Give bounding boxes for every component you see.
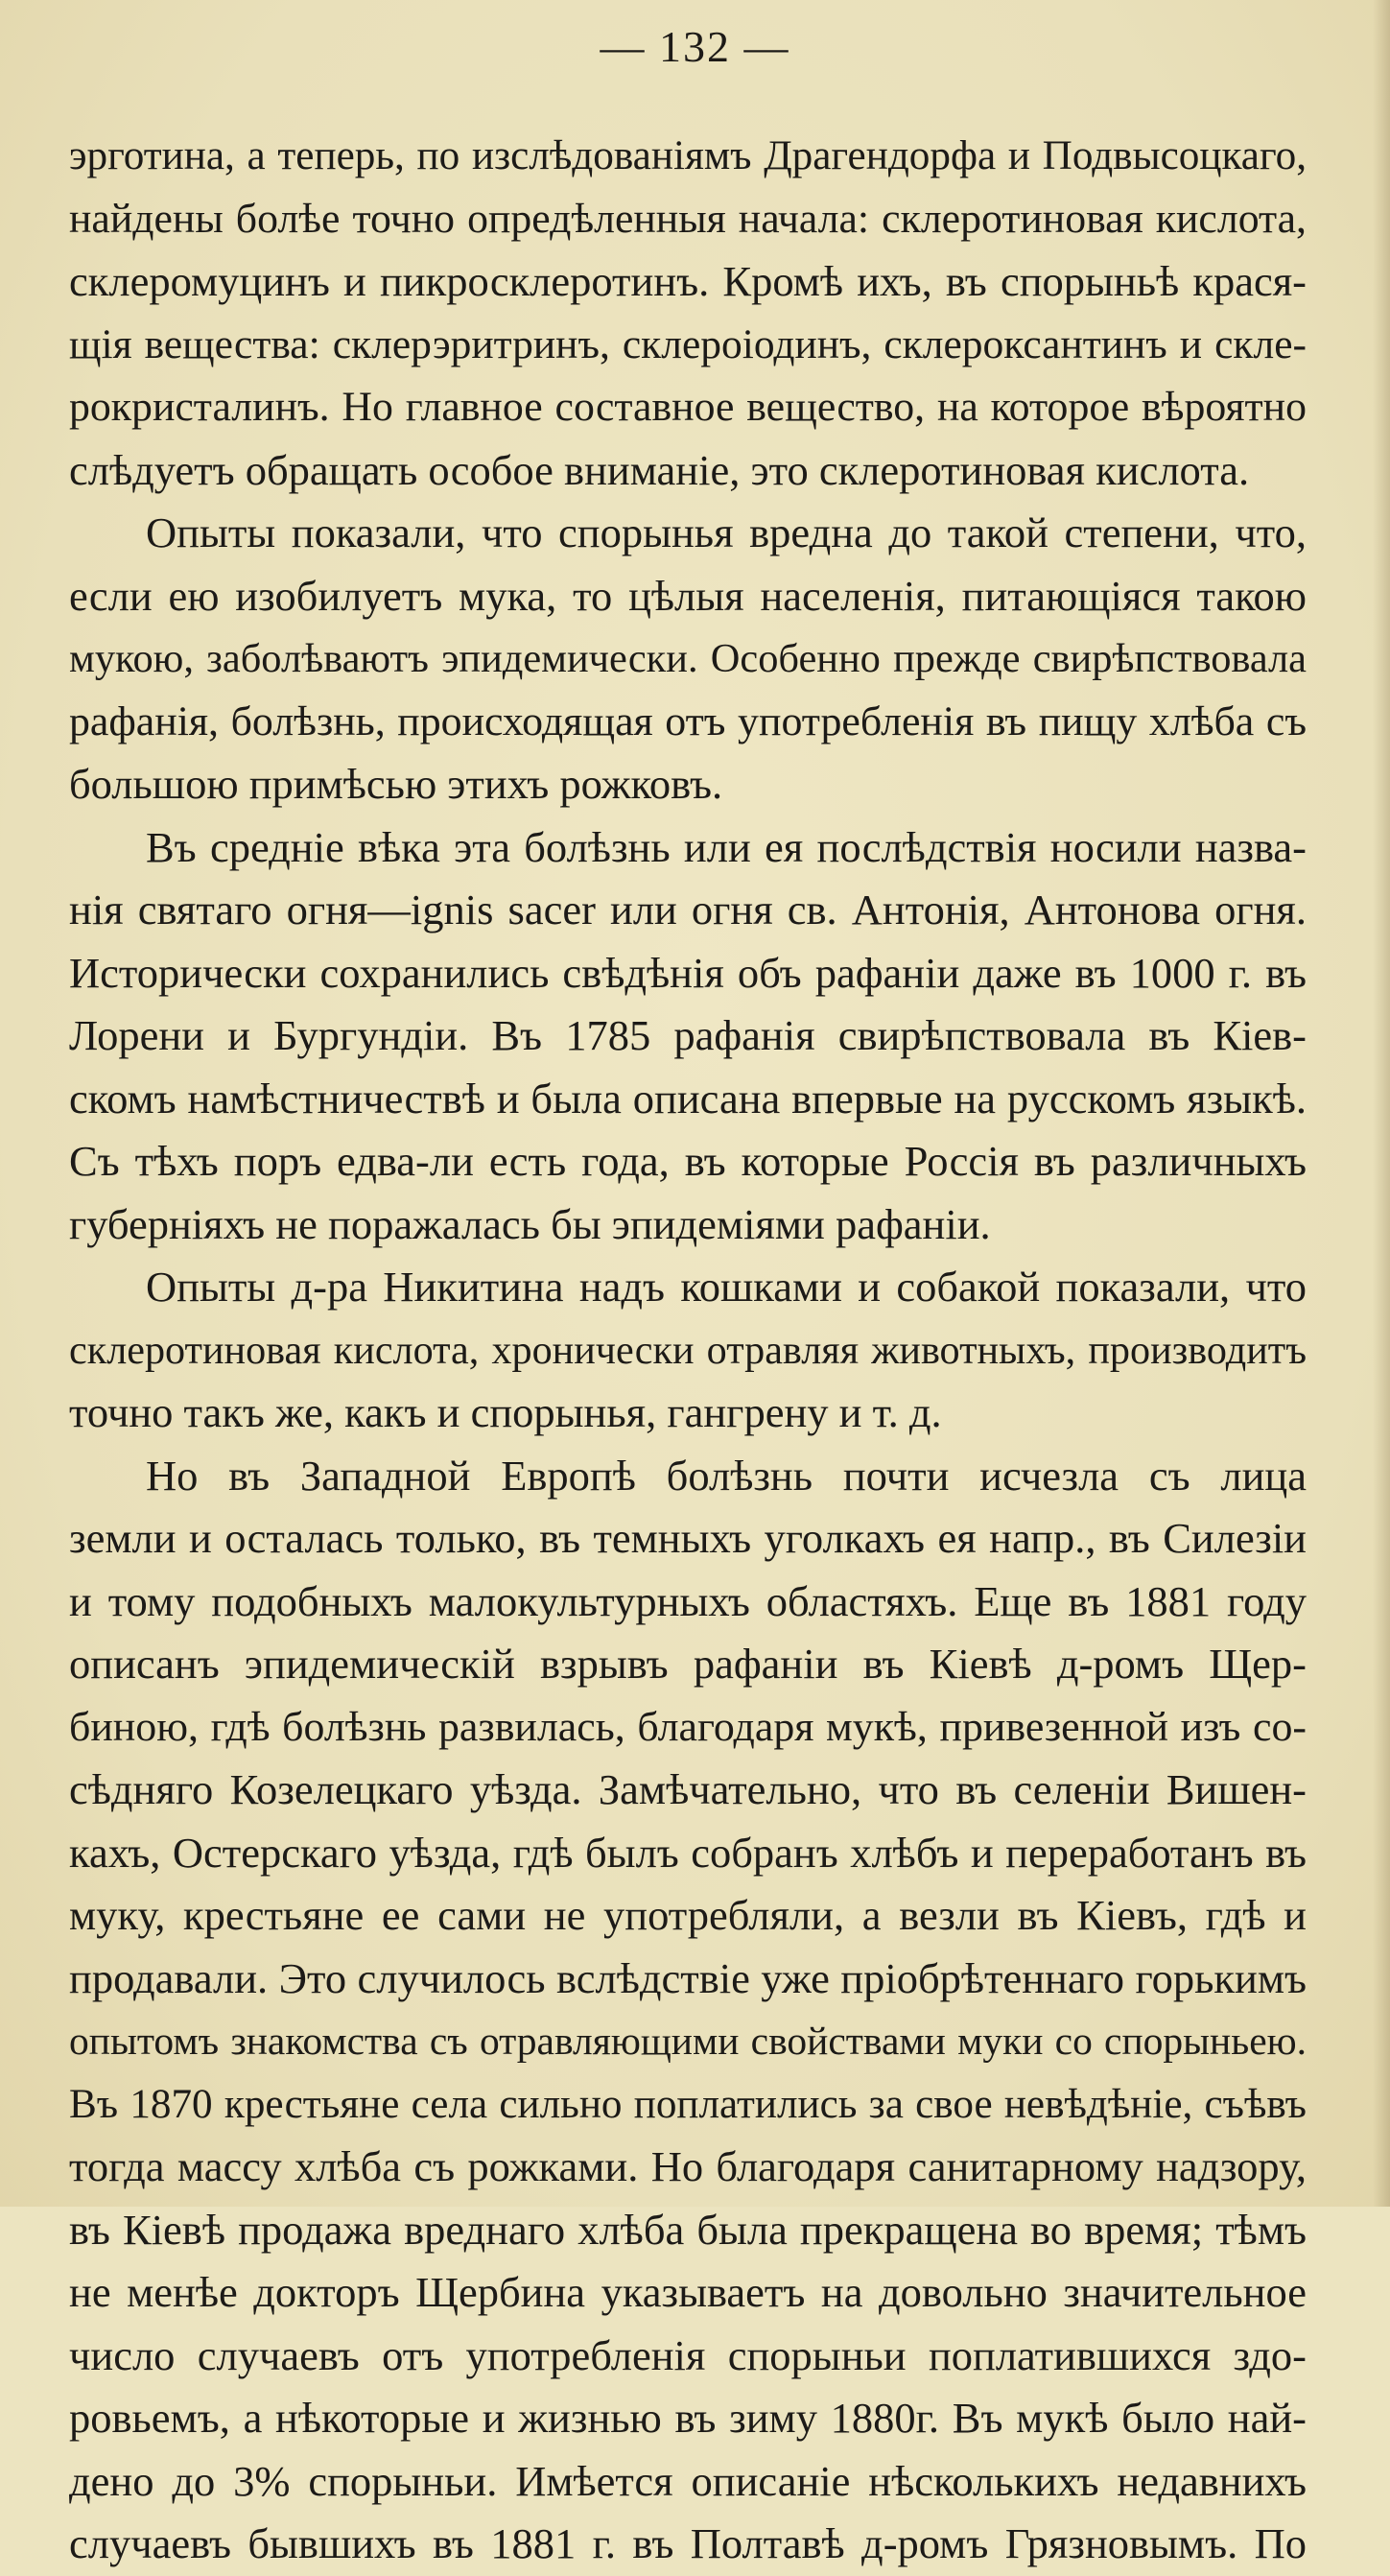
text-line: склеротиновая кислота, хронически отравляя животныхъ, производитъ [69,1327,1307,1373]
text-line: муку, крестьяне ее сами не употребляли, а везли въ Кіевъ, гдѣ и [69,1891,1307,1939]
body-text [69,125,1307,2576]
page-edge-shadow [1373,0,1390,2207]
text-line: тогда массу хлѣба съ рожками. Но благодаря санитарному надзору, [69,2142,1307,2190]
text-line: большою примѣсью этихъ рожковъ. [69,760,723,808]
text-line: Съ тѣхъ поръ едва-ли есть года, въ которые Россія въ различныхъ [69,1137,1307,1185]
text-line: эрготина, а теперь, по изслѣдованіямъ Драгендорфа и Подвысоцкаго, [69,133,1307,178]
text-line: губерніяхъ не поражалась бы эпидеміями рафаніи. [69,1199,991,1248]
text-line: не менѣе докторъ Щербина указываетъ на довольно значительное [69,2268,1307,2316]
text-line: сѣдняго Козелецкаго уѣзда. Замѣчательно, что въ селеніи Вишен- [69,1765,1307,1813]
text-line: случаевъ бывшихъ въ 1881 г. въ Полтавѣ д-ромъ Грязновымъ. По [69,2519,1307,2567]
text-line: рафанія, болѣзнь, происходящая отъ употребленія въ пищу хлѣба съ [69,697,1307,744]
text-line: слѣдуетъ обращать особое вниманіе, это склеротиновая кислота. [69,445,1250,494]
text-line: биною, гдѣ болѣзнь развилась, благодаря мукѣ, привезенной изъ со- [69,1703,1307,1750]
text-line: точно такъ же, какъ и спорынья, гангрену и т. д. [69,1388,942,1436]
text-line: Но въ Западной Европѣ болѣзнь почти исчезла съ лица [146,1451,1307,1500]
text-line: опытомъ знакомства съ отравляющими свойствами муки со спорыньею. [69,2019,1307,2063]
text-line: рокристалинъ. Но главное составное вещество, на которое вѣроятно [69,384,1307,430]
text-line: продавали. Это случилось вслѣдствіе уже пріобрѣтеннаго горькимъ [69,1953,1307,2002]
text-line: Въ 1870 крестьяне села сильно поплатились за свое невѣдѣніе, съѣвъ [69,2081,1307,2127]
text-line: найдены болѣе точно опредѣленныя начала: склеротиновая кислота, [69,195,1307,242]
text-line: мукою, заболѣваютъ эпидемически. Особенно прежде свирѣпствовала [69,636,1307,681]
text-line: нія святаго огня—ignis sacer или огня св. Антонія, Антонова огня. [69,886,1307,934]
text-line: и тому подобныхъ малокультурныхъ областяхъ. Еще въ 1881 году [69,1576,1307,1625]
text-line: щія вещества: склерэритринъ, склероіодинъ, склероксантинъ и скле- [69,320,1307,367]
page-number: — 132 — [600,22,790,71]
text-line: скомъ намѣстничествѣ и была описана впервые на русскомъ языкѣ. [69,1074,1307,1123]
text-line: кахъ, Остерскаго уѣзда, гдѣ былъ собранъ хлѣбъ и переработанъ въ [69,1828,1307,1877]
text-line: склеромуцинъ и пикросклеротинъ. Кромѣ ихъ, въ спорыньѣ крася- [69,257,1307,305]
text-line: ровьемъ, а нѣкоторые и жизнью въ зиму 1880г. Въ мукѣ было най- [69,2394,1307,2442]
text-line: число случаевъ отъ употребленія спорыньи поплатившихся здо- [69,2330,1307,2379]
text-line: Въ средніе вѣка эта болѣзнь или ея послѣдствія носили назва- [146,822,1307,871]
text-line: въ Кіевѣ продажа вреднаго хлѣба была прекращена во время; тѣмъ [69,2205,1307,2254]
text-line: если ею изобилуетъ мука, то цѣлыя населенія, питающіяся такою [69,571,1307,620]
text-line: Лорени и Бургундіи. Въ 1785 рафанія свирѣпствовала въ Кіев- [69,1011,1307,1059]
text-line: Опыты д-ра Никитина надъ кошками и собакой показали, что [146,1263,1307,1311]
text-line: дено до 3% спорыньи. Имѣется описаніе нѣсколькихъ недавнихъ [69,2456,1307,2505]
text-line: Опыты показали, что спорынья вредна до такой степени, что, [146,508,1307,556]
text-line: Исторически сохранились свѣдѣнія объ рафаніи даже въ 1000 г. въ [69,948,1307,997]
text-line: описанъ эпидемическій взрывъ рафаніи въ Кіевѣ д-ромъ Щер- [69,1640,1307,1688]
text-line: земли и осталась только, въ темныхъ уголкахъ ея напр., въ Силезіи [69,1514,1307,1562]
